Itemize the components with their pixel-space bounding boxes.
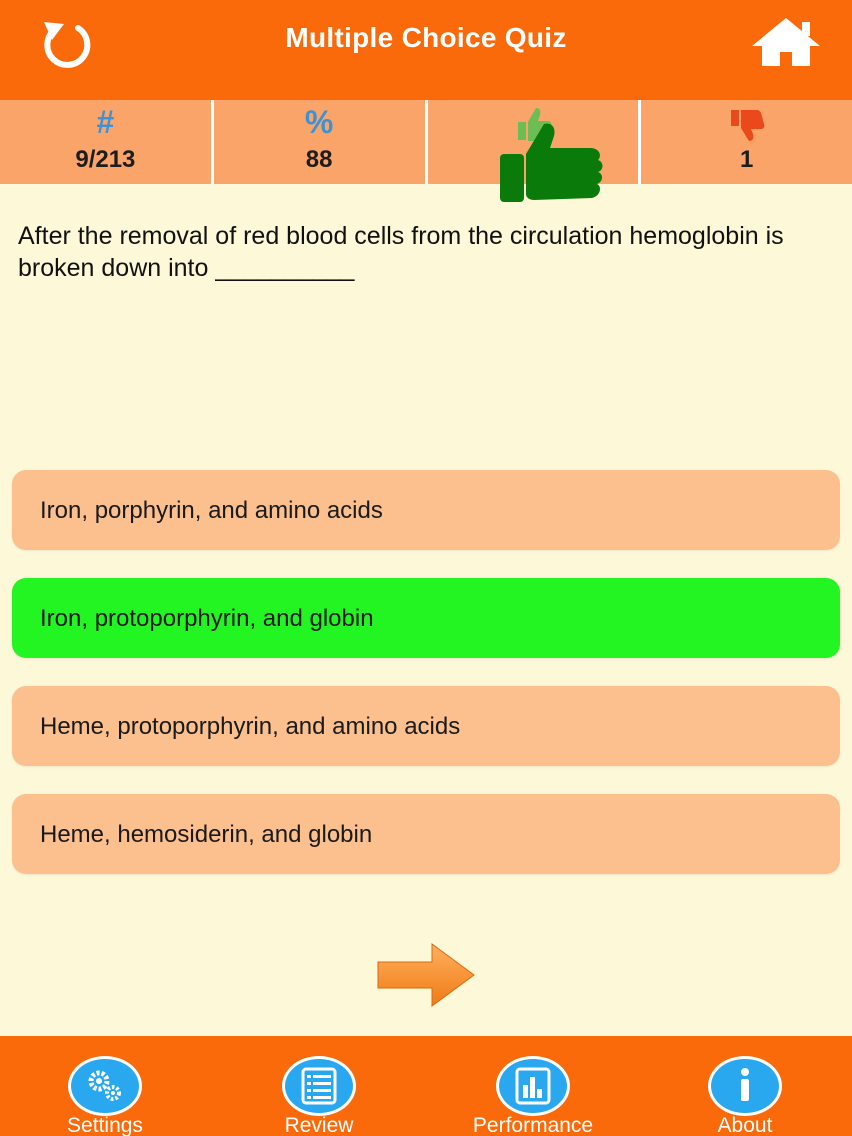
- question-text: After the removal of red blood cells from the circulation hemoglobin is broken down into __________: [18, 222, 784, 282]
- answer-option-2-correct[interactable]: [12, 578, 840, 658]
- wrong-counter: [641, 100, 852, 184]
- score-percent-value: 88: [305, 146, 333, 173]
- list-icon: [282, 1056, 356, 1116]
- thumbs-up-feedback-icon: [498, 118, 608, 204]
- tab-label: Review: [284, 1114, 354, 1136]
- answer-label: Heme, protoporphyrin, and amino acids: [40, 713, 461, 740]
- info-icon: [708, 1056, 782, 1116]
- tab-performance[interactable]: [448, 1036, 618, 1136]
- stats-bar: [0, 100, 852, 184]
- page-title: Multiple Choice Quiz: [285, 22, 567, 53]
- answer-label: Iron, porphyrin, and amino acids: [40, 497, 383, 524]
- score-percent: [214, 100, 428, 184]
- question-counter: [0, 100, 214, 184]
- answer-option-1[interactable]: [12, 470, 840, 550]
- percent-icon: %: [304, 104, 334, 140]
- question-count-value: 9/213: [75, 146, 136, 173]
- tab-label: Settings: [67, 1114, 143, 1136]
- bottom-tab-bar: [0, 1036, 852, 1136]
- home-button[interactable]: [750, 16, 822, 68]
- tab-label: Performance: [472, 1114, 594, 1136]
- thumbs-down-icon: [727, 108, 767, 142]
- tab-review[interactable]: [234, 1036, 404, 1136]
- home-icon: [750, 16, 822, 68]
- top-bar: [0, 0, 852, 100]
- next-arrow-button[interactable]: [376, 940, 476, 1010]
- tab-settings[interactable]: [20, 1036, 190, 1136]
- wrong-count-value: 1: [739, 146, 754, 173]
- bar-chart-icon: [496, 1056, 570, 1116]
- answer-label: Iron, protoporphyrin, and globin: [40, 605, 374, 632]
- hash-icon: #: [96, 104, 115, 140]
- answer-label: Heme, hemosiderin, and globin: [40, 821, 373, 848]
- answer-option-4[interactable]: [12, 794, 840, 874]
- tab-label: About: [717, 1114, 773, 1136]
- answer-option-3[interactable]: [12, 686, 840, 766]
- gears-icon: [68, 1056, 142, 1116]
- tab-about[interactable]: [660, 1036, 830, 1136]
